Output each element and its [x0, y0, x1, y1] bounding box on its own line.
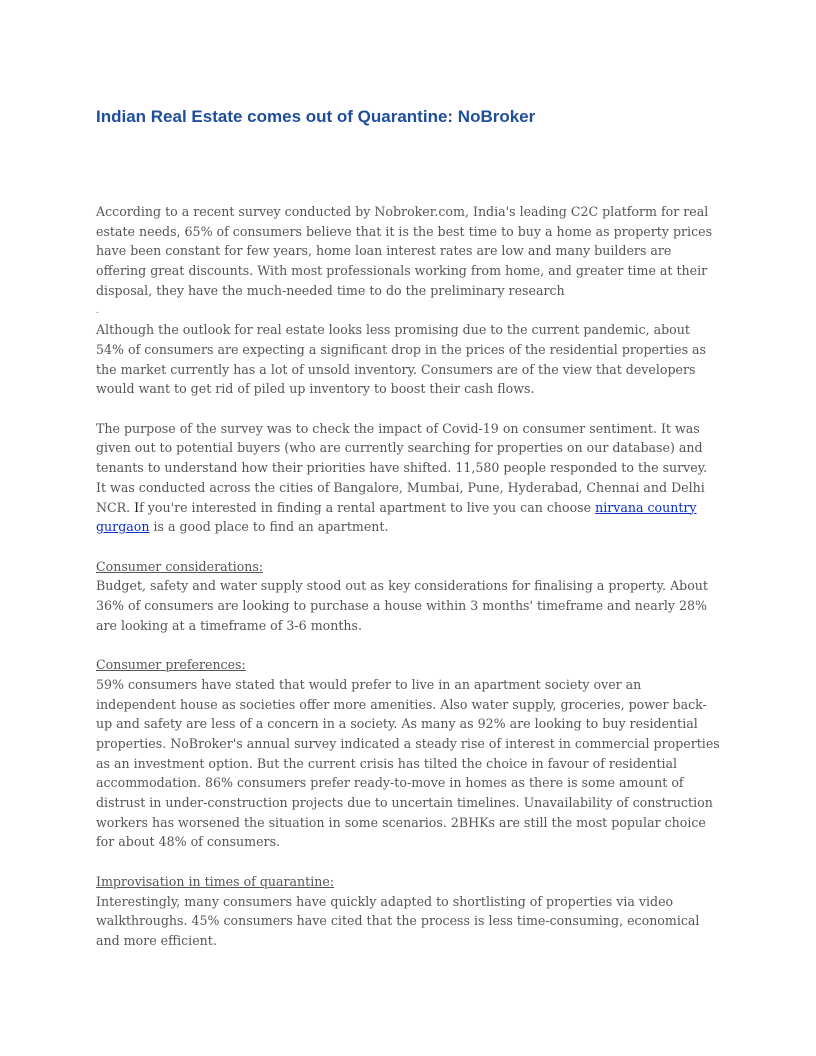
- paragraph-spacer: [96, 399, 720, 419]
- paragraph-spacer: [96, 537, 720, 557]
- purpose-paragraph: [96, 419, 720, 537]
- document-title: Indian Real Estate comes out of Quarantine: NoBroker: [96, 107, 536, 126]
- preferences-heading: Consumer preferences:: [96, 657, 246, 673]
- considerations-paragraph: Budget, safety and water supply stood out as key considerations for finalising a property. About 36% of consumers are looking to purchase a house within 3 months' timeframe and nearly 28% are looking at a timeframe of 3-6 months.: [96, 578, 708, 633]
- purpose-end-text: is a good place to find an apartment.: [149, 519, 389, 535]
- improvisation-paragraph: Interestingly, many consumers have quickly adapted to shortlisting of properties via video walkthroughs. 45% consumers have cited that the process is less time-consuming, economical and more efficient.: [96, 893, 700, 948]
- considerations-heading: Consumer considerations:: [96, 558, 264, 574]
- nirvana-country-link[interactable]: nirvana country gurgaon: [96, 499, 697, 535]
- preferences-paragraph: 59% consumers have stated that would prefer to live in an apartment society over an independent house as societies offer more amenities. Also water supply, groceries, power back-up and safety are less of a concern in a society. As many as 92% are looking to buy residential properties. NoBroker's annual survey indicated a steady rise of interest in commercial properties as an investment option. But the current crisis has tilted the choice in favour of residential accommodation. 86% consumers prefer ready-to-move in homes as there is some amount of distrust in under-construction projects due to uncertain timelines. Unavailability of construction workers has worsened the situation in some scenarios. 2BHKs are still the most popular choice for about 48% of consumers.: [96, 676, 720, 850]
- intro-paragraph: According to a recent survey conducted by Nobroker.com, India's leading C2C platform for real estate needs, 65% of consumers believe that it is the best time to buy a home as property prices have been constant for few years, home loan interest rates are low and many builders are offering great discounts. With most professionals working from home, and greater time at their disposal, they have the much-needed time to do the preliminary research: [96, 204, 713, 298]
- purpose-cap-i: I: [134, 499, 140, 515]
- stray-dot: .: [96, 305, 99, 315]
- purpose-rental-text: f you're interested in finding a rental apartment to live you can choose: [139, 499, 596, 515]
- paragraph-spacer: [96, 635, 720, 655]
- improvisation-heading: Improvisation in times of quarantine:: [96, 873, 335, 889]
- purpose-text: The purpose of the survey was to check the impact of Covid-19 on consumer sentiment. It was given out to potential buyers (who are currently searching for properties on our database) and tenants to understand how their priorities have shifted. 11,580 people responded to the survey. It was conducted across the cities of Bangalore, Mumbai, Pune, Hyderabad, Chennai and Delhi NCR.: [96, 420, 708, 515]
- paragraph-spacer: [96, 852, 720, 872]
- document-body: [96, 202, 720, 951]
- outlook-paragraph: Although the outlook for real estate looks less promising due to the current pandemic, about 54% of consumers are expecting a significant drop in the prices of the residential properties as the market currently has a lot of unsold inventory. Consumers are of the view that developers would want to get rid of piled up inventory to boost their cash flows.: [96, 322, 707, 397]
